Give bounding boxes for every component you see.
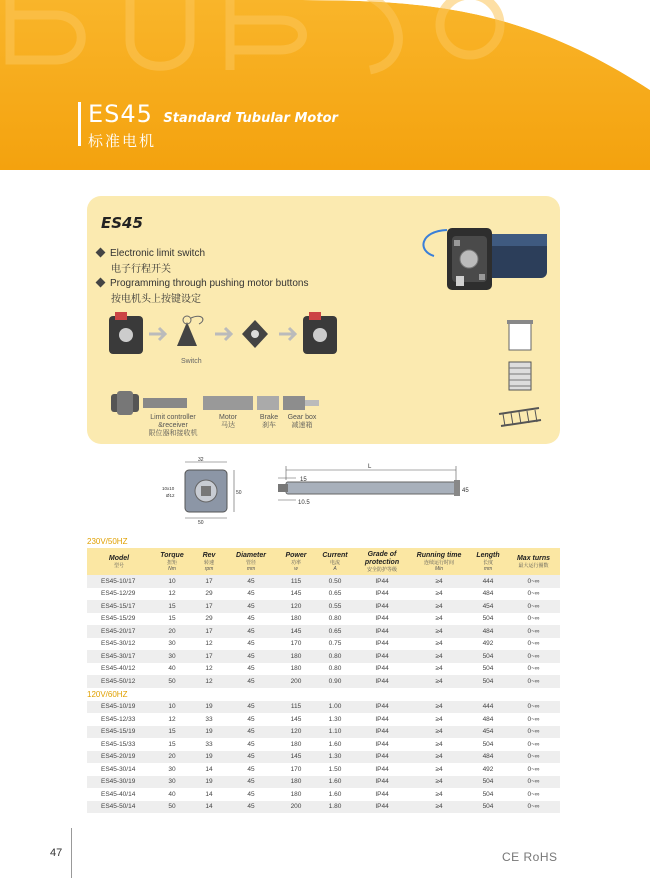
table-cell: 145 bbox=[277, 713, 315, 726]
table-cell: 15 bbox=[151, 726, 193, 739]
table-cell: 1.30 bbox=[315, 751, 355, 764]
table-cell: 0~∞ bbox=[507, 776, 560, 789]
table-cell: 0.65 bbox=[315, 625, 355, 638]
table-cell: 45 bbox=[225, 738, 277, 751]
dim-right: 50 bbox=[236, 490, 242, 496]
table-cell: 180 bbox=[277, 788, 315, 801]
table-cell: 115 bbox=[277, 575, 315, 588]
table-row bbox=[87, 575, 560, 588]
table-cell: 12 bbox=[151, 588, 193, 601]
table-cell: 1.60 bbox=[315, 788, 355, 801]
header-protection bbox=[355, 548, 409, 575]
component-label bbox=[285, 414, 319, 430]
header-label-cn: 管径 bbox=[245, 560, 256, 566]
table-cell: 145 bbox=[277, 625, 315, 638]
table-cell: 1.60 bbox=[315, 738, 355, 751]
switch-tool-icon bbox=[177, 316, 203, 346]
table-cell: ≥4 bbox=[409, 738, 469, 751]
table-cell: 17 bbox=[193, 600, 225, 613]
feature-text: Programming through pushing motor buttons bbox=[110, 278, 309, 289]
table-row bbox=[87, 625, 560, 638]
table-cell: 1.80 bbox=[315, 801, 355, 814]
table-cell: IP44 bbox=[355, 575, 409, 588]
diamond-bullet-icon bbox=[96, 277, 106, 287]
table-cell: 29 bbox=[193, 613, 225, 626]
table-cell: IP44 bbox=[355, 650, 409, 663]
table-cell: 180 bbox=[277, 613, 315, 626]
voltage-label: 120V/60HZ bbox=[87, 689, 128, 699]
table-row bbox=[87, 763, 560, 776]
dim-d1: 15 bbox=[300, 477, 307, 483]
table-cell: 492 bbox=[469, 763, 507, 776]
table-cell: IP44 bbox=[355, 638, 409, 651]
table-cell: 45 bbox=[225, 588, 277, 601]
table-cell: 0~∞ bbox=[507, 675, 560, 688]
arrow-right-icon bbox=[279, 328, 295, 340]
table-cell: 0~∞ bbox=[507, 575, 560, 588]
table-cell: IP44 bbox=[355, 788, 409, 801]
table-row bbox=[87, 663, 560, 676]
table-cell: 14 bbox=[193, 788, 225, 801]
table-cell: 10 bbox=[151, 575, 193, 588]
component-label-cn: 减速箱 bbox=[291, 422, 313, 429]
arrow-right-icon bbox=[215, 328, 231, 340]
table-cell: 0~∞ bbox=[507, 701, 560, 714]
table-cell: ≥4 bbox=[409, 788, 469, 801]
table-cell: 0.55 bbox=[315, 600, 355, 613]
table-cell: ≥4 bbox=[409, 588, 469, 601]
diamond-bullet-icon bbox=[96, 247, 106, 257]
feature-text: Electronic limit switch bbox=[110, 248, 206, 259]
table-cell: 0~∞ bbox=[507, 726, 560, 739]
table-cell: ES45-15/17 bbox=[87, 600, 151, 613]
table-cell: ES45-20/19 bbox=[87, 751, 151, 764]
header-max-turns bbox=[507, 548, 560, 575]
table-cell: 45 bbox=[225, 763, 277, 776]
table-cell: 504 bbox=[469, 613, 507, 626]
header-length bbox=[469, 548, 507, 575]
table-cell: ES45-50/12 bbox=[87, 675, 151, 688]
table-cell: 484 bbox=[469, 713, 507, 726]
table-cell: 45 bbox=[225, 613, 277, 626]
table-cell: 19 bbox=[193, 751, 225, 764]
component-label-cn: 刹车 bbox=[262, 422, 276, 429]
table-cell: IP44 bbox=[355, 801, 409, 814]
table-row bbox=[87, 726, 560, 739]
table-cell: ES45-40/14 bbox=[87, 788, 151, 801]
table-cell: 504 bbox=[469, 663, 507, 676]
table-row bbox=[87, 650, 560, 663]
arrow-right-icon bbox=[149, 328, 165, 340]
table-cell: 180 bbox=[277, 776, 315, 789]
table-cell: 0~∞ bbox=[507, 613, 560, 626]
table-cell: 0~∞ bbox=[507, 738, 560, 751]
table-cell: ES45-30/19 bbox=[87, 776, 151, 789]
table-cell: ≥4 bbox=[409, 751, 469, 764]
header-unit: Nm bbox=[168, 566, 176, 572]
table-cell: IP44 bbox=[355, 663, 409, 676]
table-row bbox=[87, 588, 560, 601]
header-label: Max turns bbox=[516, 555, 551, 562]
table-cell: IP44 bbox=[355, 588, 409, 601]
table-cell: 45 bbox=[225, 650, 277, 663]
table-cell: 444 bbox=[469, 575, 507, 588]
spec-table bbox=[87, 548, 560, 688]
table-cell: 0.80 bbox=[315, 663, 355, 676]
table-cell: 180 bbox=[277, 663, 315, 676]
table-cell: 40 bbox=[151, 663, 193, 676]
product-name-cn: 标准电机 bbox=[88, 133, 157, 150]
table-cell: 15 bbox=[151, 613, 193, 626]
table-cell: 20 bbox=[151, 625, 193, 638]
table-cell: 50 bbox=[151, 675, 193, 688]
table-cell: 45 bbox=[225, 726, 277, 739]
feature-text-cn: 按电机头上按键设定 bbox=[111, 294, 201, 305]
table-cell: ≥4 bbox=[409, 613, 469, 626]
table-cell: 1.10 bbox=[315, 726, 355, 739]
table-cell: 14 bbox=[193, 763, 225, 776]
header-label-cn: 电流 bbox=[329, 560, 340, 566]
table-cell: 0.75 bbox=[315, 638, 355, 651]
table-body-230v bbox=[87, 575, 560, 688]
table-cell: 45 bbox=[225, 701, 277, 714]
table-cell: ≥4 bbox=[409, 701, 469, 714]
table-cell: 454 bbox=[469, 726, 507, 739]
table-cell: ES45-30/14 bbox=[87, 763, 151, 776]
table-cell: 30 bbox=[151, 763, 193, 776]
table-cell: 180 bbox=[277, 738, 315, 751]
table-cell: 45 bbox=[225, 713, 277, 726]
header-model bbox=[87, 548, 151, 575]
dim-d2: 45 bbox=[462, 488, 469, 494]
table-cell: 120 bbox=[277, 600, 315, 613]
table-cell: 19 bbox=[193, 776, 225, 789]
table-cell: 492 bbox=[469, 638, 507, 651]
header-torque bbox=[151, 548, 193, 575]
table-cell: ES45-15/29 bbox=[87, 613, 151, 626]
switch-rotate-icon bbox=[242, 320, 268, 348]
table-cell: 17 bbox=[193, 575, 225, 588]
header-unit: rpm bbox=[204, 566, 214, 572]
table-cell: 0~∞ bbox=[507, 801, 560, 814]
header-unit: mm bbox=[246, 566, 256, 572]
table-cell: ES45-30/17 bbox=[87, 650, 151, 663]
table-row bbox=[87, 801, 560, 814]
dim-top: 32 bbox=[198, 457, 204, 463]
table-cell: 444 bbox=[469, 701, 507, 714]
table-cell: 45 bbox=[225, 788, 277, 801]
header-unit: Min bbox=[434, 566, 444, 572]
header-rev bbox=[193, 548, 225, 575]
table-cell: ≥4 bbox=[409, 575, 469, 588]
header-current bbox=[315, 548, 355, 575]
table-cell: 29 bbox=[193, 588, 225, 601]
component-label bbox=[257, 414, 281, 430]
motor-tube-dimension bbox=[278, 464, 469, 506]
dim-length: L bbox=[368, 464, 372, 470]
table-cell: ≥4 bbox=[409, 726, 469, 739]
table-cell: ES45-30/12 bbox=[87, 638, 151, 651]
table-row bbox=[87, 600, 560, 613]
table-body-120v bbox=[87, 701, 560, 814]
table-cell: 484 bbox=[469, 588, 507, 601]
table-row bbox=[87, 738, 560, 751]
table-cell: 0~∞ bbox=[507, 638, 560, 651]
component-label-text: Limit controller &receiver bbox=[150, 414, 196, 429]
table-cell: 0~∞ bbox=[507, 713, 560, 726]
table-cell: ≥4 bbox=[409, 638, 469, 651]
table-row bbox=[87, 788, 560, 801]
feature-item bbox=[97, 248, 205, 275]
product-name: Standard Tubular Motor bbox=[163, 111, 338, 126]
header-label-cn: 转速 bbox=[203, 560, 214, 566]
spec-table bbox=[87, 701, 560, 814]
feature-item bbox=[97, 278, 308, 305]
component-label bbox=[214, 414, 242, 430]
table-cell: IP44 bbox=[355, 613, 409, 626]
table-row bbox=[87, 713, 560, 726]
table-cell: 45 bbox=[225, 638, 277, 651]
table-cell: 40 bbox=[151, 788, 193, 801]
roller-blind-icon bbox=[507, 320, 533, 350]
table-cell: 1.50 bbox=[315, 763, 355, 776]
table-cell: ES45-20/17 bbox=[87, 625, 151, 638]
table-cell: ES45-10/19 bbox=[87, 701, 151, 714]
table-cell: IP44 bbox=[355, 738, 409, 751]
header-label: Current bbox=[322, 552, 348, 559]
header-label: Torque bbox=[160, 552, 184, 559]
table-cell: IP44 bbox=[355, 776, 409, 789]
table-cell: 45 bbox=[225, 751, 277, 764]
motor-head-image bbox=[412, 216, 547, 306]
certification-marks: CE RoHS bbox=[502, 850, 558, 864]
table-cell: ≥4 bbox=[409, 663, 469, 676]
table-cell: ≥4 bbox=[409, 763, 469, 776]
table-cell: 30 bbox=[151, 638, 193, 651]
header-label: Power bbox=[285, 552, 307, 559]
table-cell: ES45-10/17 bbox=[87, 575, 151, 588]
title-divider bbox=[78, 102, 81, 146]
table-cell: 14 bbox=[193, 801, 225, 814]
product-code: ES45 bbox=[88, 100, 153, 128]
header-running-time bbox=[409, 548, 469, 575]
awning-icon bbox=[499, 408, 541, 426]
motor-head-icon bbox=[109, 312, 143, 354]
table-cell: ES45-15/33 bbox=[87, 738, 151, 751]
table-cell: 0~∞ bbox=[507, 625, 560, 638]
table-cell: 15 bbox=[151, 600, 193, 613]
table-cell: 200 bbox=[277, 801, 315, 814]
table-cell: ≥4 bbox=[409, 776, 469, 789]
panel-title: ES45 bbox=[101, 214, 143, 232]
table-cell: 1.30 bbox=[315, 713, 355, 726]
table-header-row bbox=[87, 548, 560, 575]
table-cell: 504 bbox=[469, 650, 507, 663]
table-cell: IP44 bbox=[355, 713, 409, 726]
header-unit: A bbox=[333, 566, 337, 572]
header-label-cn: 最大运行圈数 bbox=[518, 563, 549, 569]
table-cell: ≥4 bbox=[409, 650, 469, 663]
table-cell: ≥4 bbox=[409, 625, 469, 638]
header-label-cn: 型号 bbox=[113, 563, 124, 569]
table-cell: 12 bbox=[151, 713, 193, 726]
header-unit: mm bbox=[483, 566, 493, 572]
table-cell: 33 bbox=[193, 713, 225, 726]
table-cell: 0~∞ bbox=[507, 650, 560, 663]
table-cell: IP44 bbox=[355, 675, 409, 688]
table-cell: 0~∞ bbox=[507, 788, 560, 801]
header-label: Length bbox=[476, 552, 500, 559]
feature-panel bbox=[87, 196, 560, 444]
table-cell: 115 bbox=[277, 701, 315, 714]
table-cell: 10 bbox=[151, 701, 193, 714]
component-label-cn: 马达 bbox=[221, 422, 235, 429]
table-cell: 30 bbox=[151, 776, 193, 789]
switch-label: Switch bbox=[181, 358, 202, 365]
table-cell: ≥4 bbox=[409, 675, 469, 688]
header-label: Grade of protection bbox=[364, 551, 400, 566]
table-cell: 0.65 bbox=[315, 588, 355, 601]
dimension-drawing bbox=[150, 452, 480, 524]
table-cell: ≥4 bbox=[409, 801, 469, 814]
dim-left-b: Ø12 bbox=[166, 493, 175, 498]
table-cell: IP44 bbox=[355, 751, 409, 764]
dim-bottom: 50 bbox=[198, 520, 204, 524]
motor-head-icon bbox=[303, 312, 337, 354]
table-cell: IP44 bbox=[355, 625, 409, 638]
table-cell: 1.00 bbox=[315, 701, 355, 714]
programming-sequence bbox=[107, 308, 357, 368]
table-cell: 50 bbox=[151, 801, 193, 814]
table-cell: 484 bbox=[469, 751, 507, 764]
table-cell: 12 bbox=[193, 663, 225, 676]
table-cell: 145 bbox=[277, 751, 315, 764]
header-unit: w bbox=[294, 566, 298, 572]
table-cell: 45 bbox=[225, 663, 277, 676]
table-cell: 12 bbox=[193, 638, 225, 651]
header-banner bbox=[0, 0, 650, 170]
table-cell: 0~∞ bbox=[507, 600, 560, 613]
table-cell: 45 bbox=[225, 575, 277, 588]
table-cell: 120 bbox=[277, 726, 315, 739]
header-label-cn: 扭矩 bbox=[166, 560, 177, 566]
table-cell: 0.80 bbox=[315, 613, 355, 626]
component-label-text: Brake bbox=[259, 414, 279, 421]
table-cell: ES45-40/12 bbox=[87, 663, 151, 676]
table-cell: 0.90 bbox=[315, 675, 355, 688]
motor-head-dimension bbox=[162, 457, 242, 524]
table-cell: 0.50 bbox=[315, 575, 355, 588]
table-cell: ≥4 bbox=[409, 600, 469, 613]
header-label: Model bbox=[108, 555, 130, 562]
table-cell: 33 bbox=[193, 738, 225, 751]
table-row bbox=[87, 776, 560, 789]
table-cell: 1.60 bbox=[315, 776, 355, 789]
table-cell: 17 bbox=[193, 650, 225, 663]
table-cell: 12 bbox=[193, 675, 225, 688]
table-cell: 145 bbox=[277, 588, 315, 601]
table-cell: 45 bbox=[225, 776, 277, 789]
table-cell: 19 bbox=[193, 726, 225, 739]
table-cell: IP44 bbox=[355, 726, 409, 739]
page-number: 47 bbox=[50, 847, 63, 859]
table-cell: ≥4 bbox=[409, 713, 469, 726]
table-cell: 15 bbox=[151, 738, 193, 751]
component-label-text: Motor bbox=[219, 414, 237, 421]
header-label-cn: 功率 bbox=[290, 560, 301, 566]
application-icons bbox=[495, 318, 545, 436]
table-cell: 504 bbox=[469, 788, 507, 801]
table-row bbox=[87, 638, 560, 651]
table-cell: 0~∞ bbox=[507, 588, 560, 601]
header-label-cn: 安全防护等级 bbox=[366, 567, 397, 573]
table-row bbox=[87, 613, 560, 626]
table-row bbox=[87, 675, 560, 688]
table-cell: 200 bbox=[277, 675, 315, 688]
table-cell: 504 bbox=[469, 675, 507, 688]
component-label bbox=[143, 414, 203, 438]
table-cell: 454 bbox=[469, 600, 507, 613]
header-label: Running time bbox=[416, 552, 462, 559]
table-cell: 0.80 bbox=[315, 650, 355, 663]
table-cell: 180 bbox=[277, 650, 315, 663]
table-cell: 170 bbox=[277, 763, 315, 776]
table-row bbox=[87, 701, 560, 714]
roller-shutter-icon bbox=[509, 362, 531, 390]
table-cell: 504 bbox=[469, 776, 507, 789]
table-cell: IP44 bbox=[355, 701, 409, 714]
table-cell: 19 bbox=[193, 701, 225, 714]
spec-table-section bbox=[87, 536, 560, 813]
table-cell: 170 bbox=[277, 638, 315, 651]
table-cell: 0~∞ bbox=[507, 763, 560, 776]
feature-text-cn: 电子行程开关 bbox=[111, 264, 171, 275]
table-cell: IP44 bbox=[355, 763, 409, 776]
component-label-cn: 限位器和接收机 bbox=[148, 430, 198, 437]
table-cell: 484 bbox=[469, 625, 507, 638]
table-cell: 30 bbox=[151, 650, 193, 663]
table-cell: 504 bbox=[469, 801, 507, 814]
table-cell: 45 bbox=[225, 675, 277, 688]
table-cell: 17 bbox=[193, 625, 225, 638]
table-cell: ES45-15/19 bbox=[87, 726, 151, 739]
footer-divider bbox=[71, 828, 72, 878]
header-diameter bbox=[225, 548, 277, 575]
header-label-cn: 长度 bbox=[482, 560, 493, 566]
table-cell: 45 bbox=[225, 801, 277, 814]
table-cell: 45 bbox=[225, 600, 277, 613]
table-cell: 0~∞ bbox=[507, 751, 560, 764]
table-cell: 0~∞ bbox=[507, 663, 560, 676]
header-label: Diameter bbox=[236, 552, 266, 559]
table-cell: 45 bbox=[225, 625, 277, 638]
table-cell: IP44 bbox=[355, 600, 409, 613]
header-label-cn: 连续运行时间 bbox=[423, 560, 454, 566]
table-cell: ES45-12/33 bbox=[87, 713, 151, 726]
table-cell: ES45-12/29 bbox=[87, 588, 151, 601]
table-cell: 504 bbox=[469, 738, 507, 751]
voltage-label: 230V/50HZ bbox=[87, 537, 128, 546]
header-power bbox=[277, 548, 315, 575]
table-cell: ES45-50/14 bbox=[87, 801, 151, 814]
table-cell: 20 bbox=[151, 751, 193, 764]
header-label: Rev bbox=[202, 552, 216, 559]
component-label-text: Gear box bbox=[287, 414, 317, 421]
dim-left-a: 10x10 bbox=[162, 486, 175, 491]
table-row bbox=[87, 751, 560, 764]
dim-d3: 10.5 bbox=[298, 500, 310, 506]
